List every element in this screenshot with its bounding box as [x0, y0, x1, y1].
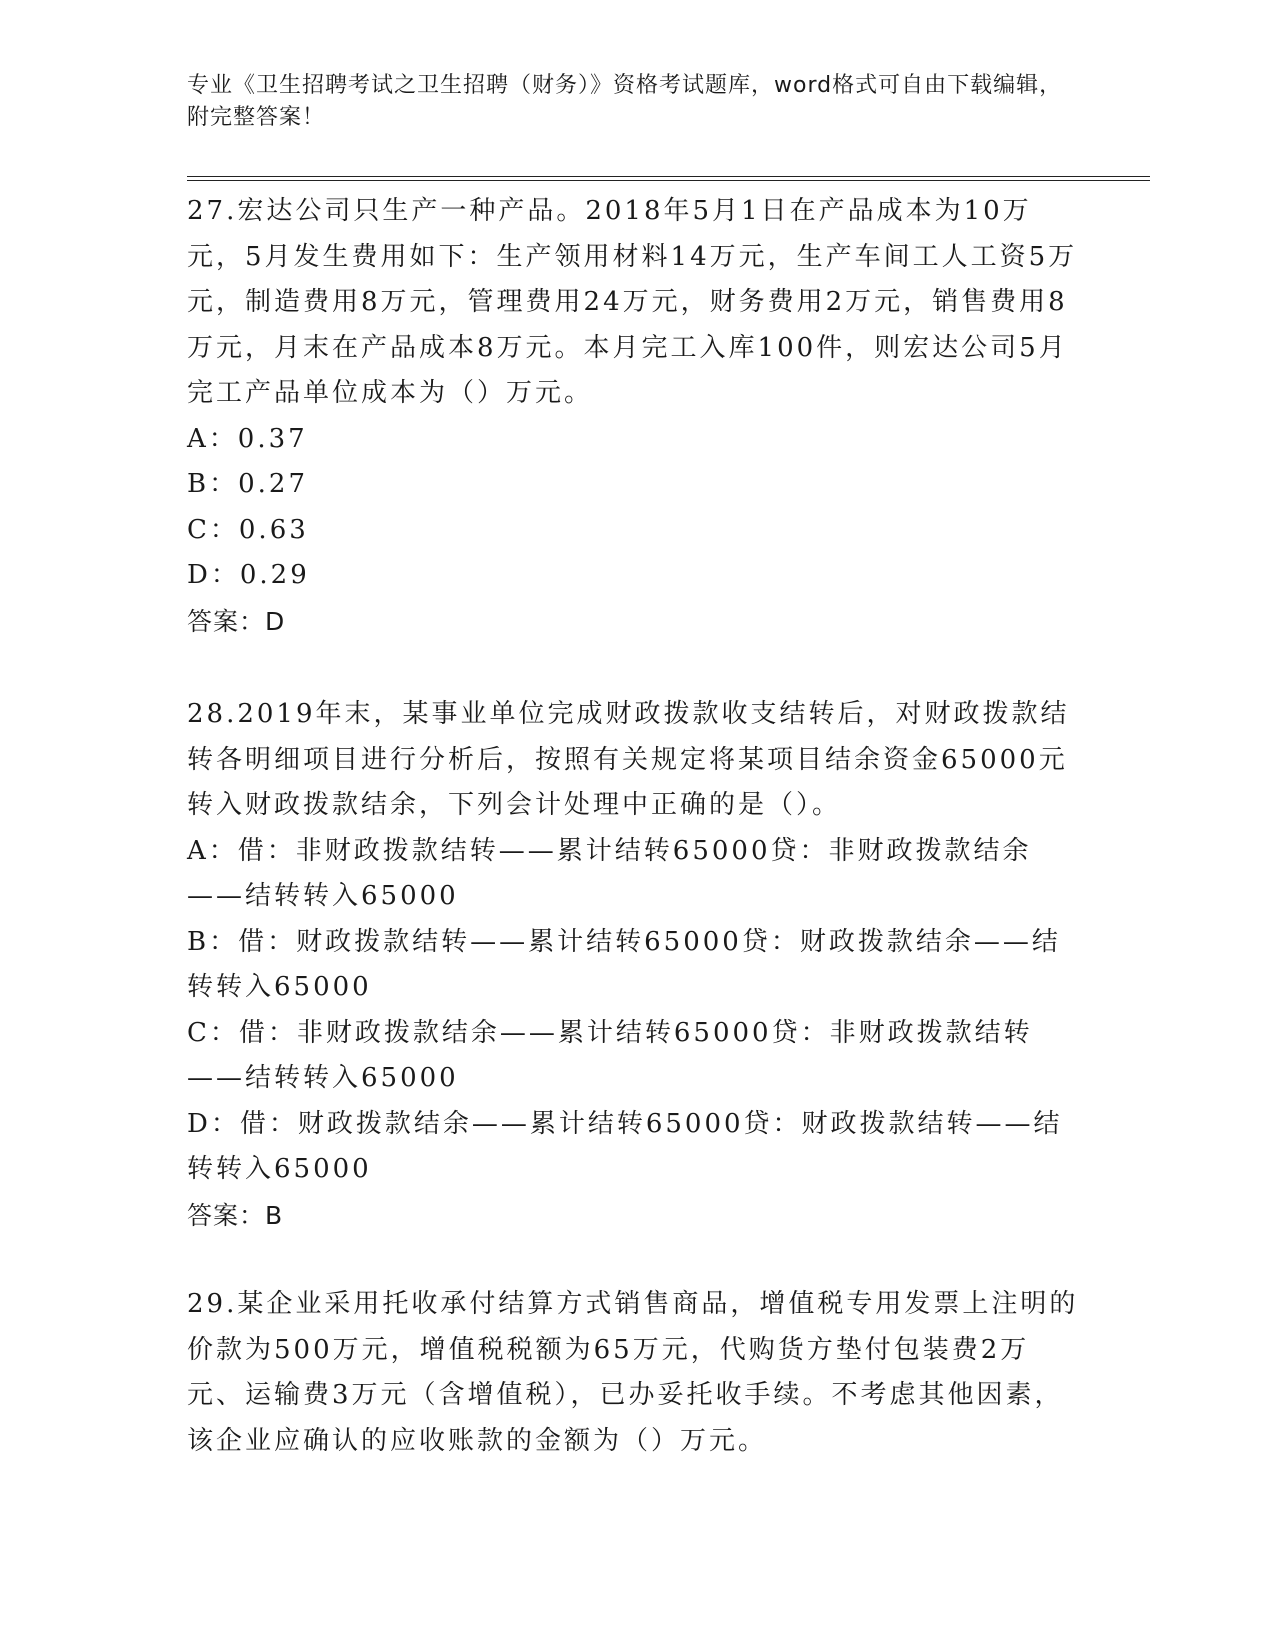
- option-d: D：0.29: [187, 560, 310, 590]
- question-27: [187, 189, 1087, 644]
- header-intro: 专业《卫生招聘考试之卫生招聘（财务）》资格考试题库，word格式可自由下载编辑，附完整答案！: [187, 73, 1063, 130]
- answer: 答案：B: [187, 1200, 284, 1230]
- question-28: [187, 692, 1087, 1238]
- option-b: B：0.27: [187, 469, 308, 499]
- answer: 答案：D: [187, 606, 286, 636]
- option-b: B：借：财政拨款结转——累计结转65000贷：财政拨款结余——结转转入65000: [187, 926, 1061, 1002]
- question-stem: 28.2019年末，某事业单位完成财政拨款收支结转后，对财政拨款结转各明细项目进行分析后，按照有关规定将某项目结余资金65000元转入财政拨款结余，下列会计处理中正确的是（）。: [187, 699, 1070, 820]
- option-a: A：借：非财政拨款结转——累计结转65000贷：非财政拨款结余——结转转入65000: [187, 835, 1032, 911]
- option-a: A：0.37: [187, 423, 308, 454]
- header-divider: [187, 176, 1150, 181]
- document-header: [187, 70, 1077, 134]
- option-c: C：0.63: [187, 514, 309, 545]
- option-c: C：借：非财政拨款结余——累计结转65000贷：非财政拨款结转——结转转入65000: [187, 1017, 1033, 1093]
- question-stem: 29.某企业采用托收承付结算方式销售商品，增值税专用发票上注明的价款为500万元，增值税税额为65万元，代购货方垫付包装费2万元、运输费3万元（含增值税），已办妥托收手续。不考虑其他因素，该企业应确认的应收账款的金额为（）万元。: [187, 1289, 1079, 1456]
- option-d: D：借：财政拨款结余——累计结转65000贷：财政拨款结转——结转转入65000: [187, 1108, 1063, 1184]
- question-stem: 27.宏达公司只生产一种产品。2018年5月1日在产品成本为10万元，5月发生费用如下：生产领用材料14万元，生产车间工人工资5万元，制造费用8万元，管理费用24万元，财务费用2万元，销售费用8万元，月末在产品成本8万元。本月完工入库100件，则宏达公司5月完工产品单位成本为（）万元。: [187, 196, 1078, 408]
- question-29: [187, 1282, 1087, 1464]
